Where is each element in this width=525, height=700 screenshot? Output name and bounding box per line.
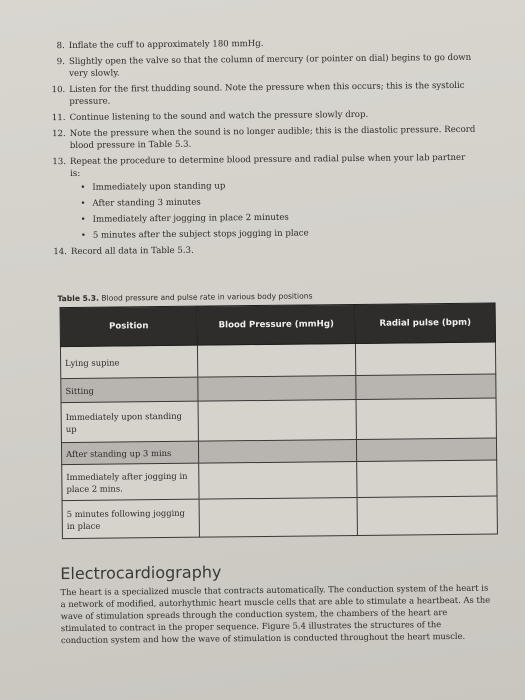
step-12 [46, 124, 476, 153]
radial-pulse-cell[interactable] [357, 460, 497, 497]
blood-pressure-cell[interactable] [198, 439, 356, 463]
table-row [62, 496, 497, 539]
step-text: Note the pressure when the sound is no longer audible; this is the diastolic pressure. Record blood pressure in Table 5.3. [69, 124, 476, 151]
blood-pressure-table [60, 303, 498, 540]
position-cell: Lying supine [60, 345, 197, 378]
step-number: 9. [56, 57, 66, 68]
step-13 [46, 152, 477, 242]
column-header-position: Position [60, 306, 197, 346]
blood-pressure-cell[interactable] [198, 399, 356, 441]
condition-list [80, 178, 477, 242]
step-number: 11. [51, 113, 66, 124]
table-caption-text: Blood pressure and pulse rate in various body positions [98, 291, 313, 303]
blood-pressure-cell[interactable] [198, 375, 356, 401]
position-cell: Immediately after jogging in place 2 mins. [62, 463, 199, 500]
position-cell: 5 minutes following jogging in place [62, 499, 199, 538]
table-row [62, 460, 497, 501]
step-10 [45, 80, 475, 109]
column-header-radial-pulse: Radial pulse (bpm) [355, 303, 495, 343]
step-9 [45, 52, 475, 81]
table-caption [57, 291, 312, 303]
section-paragraph: The heart is a specialized muscle that contracts automatically. The conduction system of the heart is a network of modified, autorhythmic heart muscle cells that are able to stimulate a heartbeat. As the wave of stimulation spreads through the conduction system, the chambers of the heart are stimulated to contract in the proper sequence. Figure 5.4 illustrates the structures of the conduction system and how the wave of stimulation is conducted throughout the heart muscle. [60, 582, 491, 646]
radial-pulse-cell[interactable] [355, 342, 495, 375]
step-number: 13. [52, 157, 67, 168]
step-text: Listen for the first thudding sound. Note the pressure when this occurs; this is the systolic pressure. [69, 80, 465, 107]
position-cell: Immediately upon standing up [61, 401, 198, 442]
step-number: 14. [53, 247, 68, 258]
step-text: Record all data in Table 5.3. [70, 245, 194, 257]
radial-pulse-cell[interactable] [356, 398, 496, 439]
step-number: 10. [51, 85, 66, 96]
table-row [60, 342, 495, 379]
step-8 [45, 36, 475, 53]
step-11 [45, 108, 475, 125]
column-header-blood-pressure: Blood Pressure (mmHg) [197, 305, 355, 346]
radial-pulse-cell[interactable] [356, 374, 496, 399]
list-item: • After standing 3 minutes [80, 194, 476, 210]
blood-pressure-cell[interactable] [197, 344, 355, 378]
section-heading: Electrocardiography [60, 562, 222, 584]
table-row [61, 398, 496, 443]
blood-pressure-cell[interactable] [199, 497, 357, 537]
step-number: 8. [56, 41, 65, 52]
list-item: • Immediately after jogging in place 2 minutes [81, 210, 477, 226]
list-item: • Immediately upon standing up [80, 178, 476, 194]
blood-pressure-cell[interactable] [199, 461, 357, 499]
procedure-steps [45, 36, 477, 262]
radial-pulse-cell[interactable] [356, 438, 496, 461]
step-text: Inflate the cuff to approximately 180 mmHg. [68, 38, 264, 51]
step-text: Repeat the procedure to determine blood pressure and radial pulse when your lab partner is: [69, 152, 466, 179]
step-number: 12. [52, 129, 66, 140]
step-text: Slightly open the valve so that the column of mercury (or pointer on dial) begins to go down very slowly. [68, 52, 472, 79]
table-header-row [60, 303, 495, 347]
radial-pulse-cell[interactable] [357, 496, 497, 535]
list-item: • 5 minutes after the subject stops jogging in place [81, 226, 477, 242]
position-cell: After standing up 3 mins [61, 441, 198, 464]
step-14 [47, 242, 477, 259]
position-cell: Sitting [61, 377, 198, 402]
step-text: Continue listening to the sound and watch the pressure slowly drop. [69, 109, 369, 123]
table-caption-label: Table 5.3. [57, 293, 99, 304]
